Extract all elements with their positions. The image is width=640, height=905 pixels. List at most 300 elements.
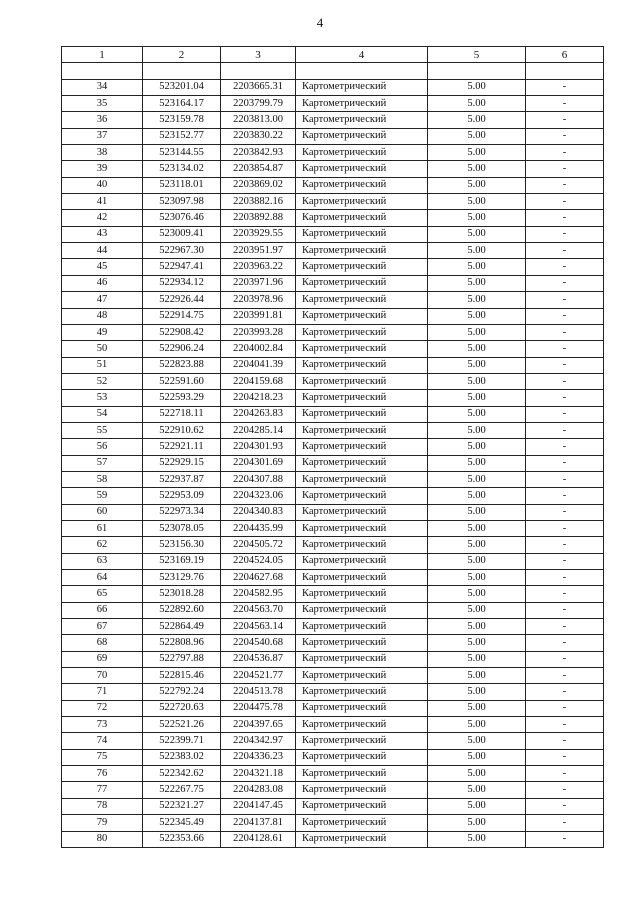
cell-note: - [526,798,604,814]
cell-coord-y: 2204128.61 [221,831,296,847]
cell-coord-x: 523009.41 [143,226,221,242]
cell-coord-x: 522823.88 [143,357,221,373]
cell-coord-y: 2204147.45 [221,798,296,814]
cell-note: - [526,226,604,242]
cell-note: - [526,390,604,406]
table-row [62,570,604,586]
table-row [62,831,604,847]
cell-method: Картометрический [296,733,428,749]
cell-method: Картометрический [296,390,428,406]
cell-coord-y: 2204342.97 [221,733,296,749]
cell-accuracy: 5.00 [428,324,526,340]
cell-point-number: 65 [62,586,143,602]
cell-accuracy: 5.00 [428,373,526,389]
cell-coord-y: 2204002.84 [221,341,296,357]
cell-accuracy: 5.00 [428,210,526,226]
table-row [62,194,604,210]
cell-method: Картометрический [296,668,428,684]
cell-method: Картометрический [296,96,428,112]
cell-accuracy: 5.00 [428,96,526,112]
cell-accuracy: 5.00 [428,651,526,667]
cell-note: - [526,553,604,569]
cell-note: - [526,455,604,471]
table-row [62,145,604,161]
cell-method: Картометрический [296,520,428,536]
cell-note: - [526,406,604,422]
cell-point-number: 58 [62,471,143,487]
cell-point-number: 37 [62,128,143,144]
column-header: 2 [143,47,221,63]
cell-accuracy: 5.00 [428,815,526,831]
cell-accuracy: 5.00 [428,422,526,438]
cell-method: Картометрический [296,226,428,242]
table-row [62,390,604,406]
cell-accuracy: 5.00 [428,504,526,520]
cell-accuracy: 5.00 [428,537,526,553]
cell-note: - [526,161,604,177]
cell-accuracy: 5.00 [428,733,526,749]
cell-coord-x: 523018.28 [143,586,221,602]
cell-coord-y: 2203665.31 [221,79,296,95]
cell-accuracy: 5.00 [428,749,526,765]
cell-accuracy: 5.00 [428,243,526,259]
cell-coord-y: 2204336.23 [221,749,296,765]
cell-method: Картометрический [296,373,428,389]
cell-accuracy: 5.00 [428,406,526,422]
cell-coord-y: 2204435.99 [221,520,296,536]
cell-point-number: 52 [62,373,143,389]
cell-note: - [526,602,604,618]
cell-point-number: 70 [62,668,143,684]
cell-point-number: 34 [62,79,143,95]
table-row [62,766,604,782]
table-row [62,79,604,95]
cell-coord-x: 522815.46 [143,668,221,684]
cell-accuracy: 5.00 [428,602,526,618]
cell-note: - [526,749,604,765]
cell-accuracy: 5.00 [428,635,526,651]
table-row [62,733,604,749]
cell-note: - [526,96,604,112]
table-row [62,161,604,177]
cell-note: - [526,684,604,700]
cell-note: - [526,259,604,275]
cell-note: - [526,831,604,847]
cell-note: - [526,570,604,586]
cell-coord-x: 522342.62 [143,766,221,782]
cell-method: Картометрический [296,684,428,700]
cell-point-number: 60 [62,504,143,520]
cell-point-number: 79 [62,815,143,831]
cell-accuracy: 5.00 [428,798,526,814]
cell-accuracy: 5.00 [428,684,526,700]
cell-coord-y: 2204475.78 [221,700,296,716]
cell-coord-y: 2203991.81 [221,308,296,324]
cell-coord-x: 523134.02 [143,161,221,177]
cell-method: Картометрический [296,798,428,814]
cell-note: - [526,815,604,831]
cell-coord-y: 2203869.02 [221,177,296,193]
cell-coord-y: 2204321.18 [221,766,296,782]
table-row [62,259,604,275]
cell-note: - [526,668,604,684]
cell-coord-x: 523152.77 [143,128,221,144]
cell-note: - [526,275,604,291]
cell-point-number: 48 [62,308,143,324]
table-row [62,373,604,389]
cell-coord-y: 2204137.81 [221,815,296,831]
cell-coord-y: 2203892.88 [221,210,296,226]
cell-coord-x: 522593.29 [143,390,221,406]
cell-accuracy: 5.00 [428,259,526,275]
table-row [62,586,604,602]
cell-method: Картометрический [296,455,428,471]
cell-accuracy: 5.00 [428,520,526,536]
cell-coord-y: 2204159.68 [221,373,296,389]
table-row [62,668,604,684]
cell-note: - [526,619,604,635]
cell-point-number: 56 [62,439,143,455]
cell-coord-y: 2204283.08 [221,782,296,798]
cell-coord-y: 2204397.65 [221,717,296,733]
cell-accuracy: 5.00 [428,766,526,782]
cell-method: Картометрический [296,700,428,716]
cell-note: - [526,504,604,520]
cell-coord-x: 522967.30 [143,243,221,259]
cell-method: Картометрический [296,243,428,259]
cell-point-number: 43 [62,226,143,242]
cell-coord-x: 522345.49 [143,815,221,831]
table-row [62,422,604,438]
cell-coord-x: 522792.24 [143,684,221,700]
cell-method: Картометрический [296,406,428,422]
cell-coord-x: 522926.44 [143,292,221,308]
cell-coord-x: 522864.49 [143,619,221,635]
cell-coord-x: 522910.62 [143,422,221,438]
cell-accuracy: 5.00 [428,112,526,128]
cell-coord-x: 522591.60 [143,373,221,389]
cell-accuracy: 5.00 [428,831,526,847]
cell-method: Картометрический [296,504,428,520]
cell-accuracy: 5.00 [428,717,526,733]
table-row [62,308,604,324]
cell-accuracy: 5.00 [428,308,526,324]
cell-point-number: 66 [62,602,143,618]
cell-point-number: 54 [62,406,143,422]
cell-coord-y: 2204582.95 [221,586,296,602]
cell-point-number: 78 [62,798,143,814]
cell-point-number: 61 [62,520,143,536]
cell-coord-y: 2204301.69 [221,455,296,471]
cell-point-number: 69 [62,651,143,667]
cell-coord-y: 2203830.22 [221,128,296,144]
table-row [62,210,604,226]
cell-note: - [526,145,604,161]
cell-coord-x: 522521.26 [143,717,221,733]
table-row [62,815,604,831]
column-header: 3 [221,47,296,63]
cell-coord-x: 523129.76 [143,570,221,586]
cell-accuracy: 5.00 [428,390,526,406]
cell-coord-y: 2204540.68 [221,635,296,651]
cell-coord-x: 523076.46 [143,210,221,226]
table-row [62,749,604,765]
cell-coord-x: 522720.63 [143,700,221,716]
cell-coord-x: 523169.19 [143,553,221,569]
cell-coord-x: 523078.05 [143,520,221,536]
page-number: 4 [316,15,324,30]
cell-coord-x: 522892.60 [143,602,221,618]
cell-accuracy: 5.00 [428,357,526,373]
cell-method: Картометрический [296,275,428,291]
table-row [62,717,604,733]
cell-note: - [526,782,604,798]
cell-note: - [526,439,604,455]
table-row [62,243,604,259]
table-row [62,684,604,700]
cell-coord-y: 2204041.39 [221,357,296,373]
cell-method: Картометрический [296,112,428,128]
cell-coord-y: 2204285.14 [221,422,296,438]
table-row [62,619,604,635]
cell-point-number: 62 [62,537,143,553]
cell-accuracy: 5.00 [428,782,526,798]
cell-point-number: 38 [62,145,143,161]
cell-coord-x: 522718.11 [143,406,221,422]
table-row [62,700,604,716]
table-row [62,520,604,536]
column-header: 4 [296,47,428,63]
cell-coord-x: 522953.09 [143,488,221,504]
table-row [62,782,604,798]
table-row [62,798,604,814]
cell-point-number: 53 [62,390,143,406]
cell-method: Картометрический [296,161,428,177]
cell-coord-x: 522797.88 [143,651,221,667]
cell-accuracy: 5.00 [428,570,526,586]
empty-row [62,63,604,79]
table-row [62,471,604,487]
cell-note: - [526,292,604,308]
cell-coord-x: 522947.41 [143,259,221,275]
cell-accuracy: 5.00 [428,619,526,635]
cell-note: - [526,488,604,504]
cell-point-number: 75 [62,749,143,765]
cell-note: - [526,586,604,602]
cell-coord-y: 2203951.97 [221,243,296,259]
cell-method: Картометрический [296,324,428,340]
cell-coord-y: 2204536.87 [221,651,296,667]
cell-accuracy: 5.00 [428,194,526,210]
table-row [62,635,604,651]
cell-method: Картометрический [296,422,428,438]
cell-method: Картометрический [296,537,428,553]
column-header: 1 [62,47,143,63]
cell-coord-x: 523201.04 [143,79,221,95]
cell-coord-y: 2203993.28 [221,324,296,340]
cell-method: Картометрический [296,749,428,765]
cell-coord-x: 523097.98 [143,194,221,210]
cell-coord-x: 523164.17 [143,96,221,112]
cell-note: - [526,422,604,438]
table-row [62,226,604,242]
cell-note: - [526,373,604,389]
cell-note: - [526,766,604,782]
cell-accuracy: 5.00 [428,668,526,684]
cell-accuracy: 5.00 [428,275,526,291]
cell-method: Картометрический [296,439,428,455]
cell-method: Картометрический [296,128,428,144]
cell-coord-x: 522914.75 [143,308,221,324]
cell-method: Картометрический [296,831,428,847]
cell-point-number: 36 [62,112,143,128]
cell-point-number: 45 [62,259,143,275]
cell-coord-x: 522908.42 [143,324,221,340]
cell-note: - [526,210,604,226]
cell-point-number: 51 [62,357,143,373]
cell-coord-x: 522353.66 [143,831,221,847]
cell-coord-x: 522934.12 [143,275,221,291]
cell-accuracy: 5.00 [428,471,526,487]
cell-method: Картометрический [296,471,428,487]
cell-point-number: 64 [62,570,143,586]
cell-coord-y: 2204263.83 [221,406,296,422]
cell-accuracy: 5.00 [428,145,526,161]
cell-method: Картометрический [296,259,428,275]
cell-method: Картометрический [296,553,428,569]
cell-coord-y: 2204627.68 [221,570,296,586]
table-row [62,112,604,128]
cell-coord-y: 2203929.55 [221,226,296,242]
cell-accuracy: 5.00 [428,586,526,602]
table-row [62,602,604,618]
cell-accuracy: 5.00 [428,128,526,144]
cell-note: - [526,471,604,487]
cell-point-number: 41 [62,194,143,210]
cell-note: - [526,128,604,144]
cell-coord-x: 522399.71 [143,733,221,749]
cell-accuracy: 5.00 [428,488,526,504]
cell-coord-y: 2204521.77 [221,668,296,684]
cell-note: - [526,717,604,733]
cell-accuracy: 5.00 [428,439,526,455]
cell-coord-y: 2204307.88 [221,471,296,487]
cell-note: - [526,79,604,95]
cell-note: - [526,194,604,210]
cell-method: Картометрический [296,341,428,357]
cell-method: Картометрический [296,292,428,308]
cell-coord-y: 2203882.16 [221,194,296,210]
cell-coord-y: 2203978.96 [221,292,296,308]
cell-accuracy: 5.00 [428,177,526,193]
cell-method: Картометрический [296,815,428,831]
cell-method: Картометрический [296,619,428,635]
cell-method: Картометрический [296,717,428,733]
cell-point-number: 76 [62,766,143,782]
cell-point-number: 46 [62,275,143,291]
cell-note: - [526,308,604,324]
cell-method: Картометрический [296,177,428,193]
cell-coord-y: 2204218.23 [221,390,296,406]
cell-method: Картометрический [296,308,428,324]
cell-coord-y: 2204563.70 [221,602,296,618]
table-row [62,455,604,471]
cell-note: - [526,177,604,193]
cell-method: Картометрический [296,586,428,602]
cell-method: Картометрический [296,766,428,782]
cell-point-number: 49 [62,324,143,340]
coordinates-table [61,46,604,848]
cell-point-number: 67 [62,619,143,635]
cell-method: Картометрический [296,635,428,651]
cell-coord-x: 522973.34 [143,504,221,520]
cell-point-number: 57 [62,455,143,471]
cell-coord-y: 2203799.79 [221,96,296,112]
cell-coord-x: 522383.02 [143,749,221,765]
cell-accuracy: 5.00 [428,226,526,242]
cell-method: Картометрический [296,145,428,161]
cell-accuracy: 5.00 [428,292,526,308]
column-header: 6 [526,47,604,63]
cell-coord-x: 522321.27 [143,798,221,814]
column-header: 5 [428,47,526,63]
cell-note: - [526,357,604,373]
cell-coord-x: 523118.01 [143,177,221,193]
cell-point-number: 59 [62,488,143,504]
table-row [62,292,604,308]
cell-coord-x: 523144.55 [143,145,221,161]
cell-method: Картометрический [296,357,428,373]
table-row [62,341,604,357]
cell-method: Картометрический [296,602,428,618]
cell-point-number: 77 [62,782,143,798]
cell-coord-y: 2204505.72 [221,537,296,553]
table-row [62,357,604,373]
cell-point-number: 68 [62,635,143,651]
table-row [62,488,604,504]
cell-accuracy: 5.00 [428,79,526,95]
cell-method: Картометрический [296,79,428,95]
cell-coord-y: 2203813.00 [221,112,296,128]
cell-point-number: 55 [62,422,143,438]
cell-accuracy: 5.00 [428,700,526,716]
cell-method: Картометрический [296,651,428,667]
cell-method: Картометрический [296,210,428,226]
cell-point-number: 39 [62,161,143,177]
table-body [62,63,604,848]
table-row [62,651,604,667]
table-row [62,439,604,455]
cell-note: - [526,520,604,536]
cell-note: - [526,700,604,716]
cell-point-number: 44 [62,243,143,259]
cell-coord-y: 2204563.14 [221,619,296,635]
cell-point-number: 50 [62,341,143,357]
cell-point-number: 35 [62,96,143,112]
cell-coord-y: 2203971.96 [221,275,296,291]
table-header-row [62,47,604,63]
cell-coord-x: 522921.11 [143,439,221,455]
cell-point-number: 72 [62,700,143,716]
cell-method: Картометрический [296,194,428,210]
cell-coord-y: 2204323.06 [221,488,296,504]
cell-method: Картометрический [296,488,428,504]
cell-coord-x: 522906.24 [143,341,221,357]
cell-coord-y: 2203842.93 [221,145,296,161]
cell-note: - [526,341,604,357]
cell-accuracy: 5.00 [428,161,526,177]
cell-note: - [526,537,604,553]
